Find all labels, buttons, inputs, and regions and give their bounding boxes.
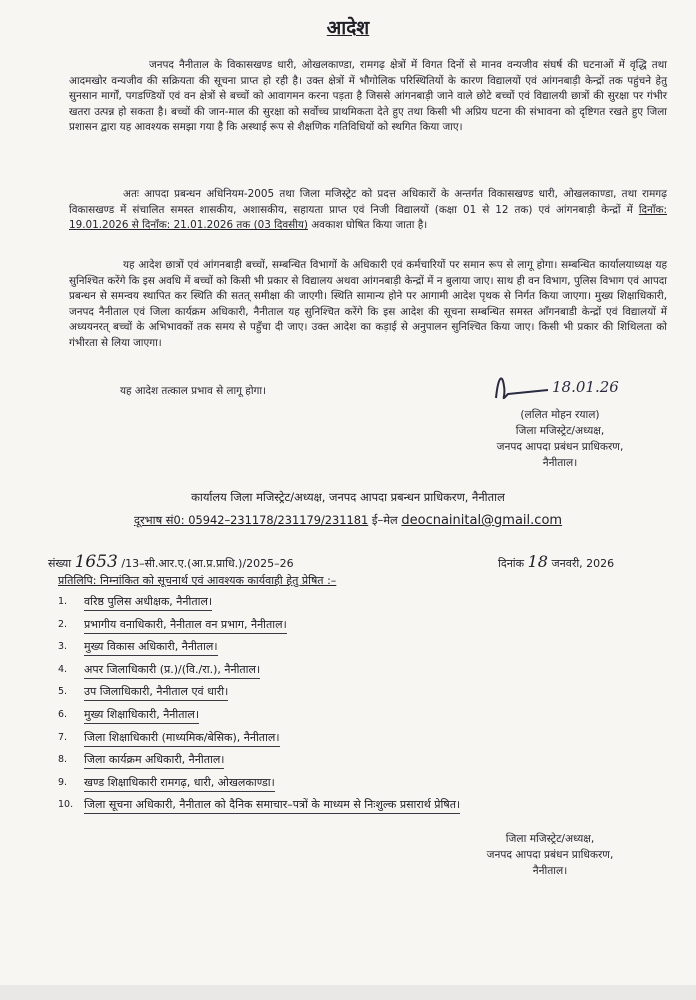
list-item: 8. जिला कार्यक्रम अधिकारी, नैनीताल। [58,752,460,775]
reference-label: संख्या [48,557,75,570]
paragraph-order [69,187,667,234]
list-item: 1. वरिष्ठ पुलिस अधीक्षक, नैनीताल। [58,594,460,617]
reference-date [498,552,614,571]
reference-number [48,552,294,572]
order-text-start: अतः आपदा प्रबन्धन अधिनियम-2005 तथा जिला मजिस्ट्रेट को प्रदत्त अधिकारों के अन्तर्गत विकासखण्ड धारी, ओखलकाण्डा, तथा रामगढ़ विकासखण्ड में संचालित समस्त शासकीय, अशासकीय, सहायता प्राप्त एवं निजी विद्यालयों (कक्षा 01 से 12 तक) एवं आंगनबाड़ी केन्द्रों में [69,188,667,216]
copy-signature-block [445,831,655,879]
office-contact [0,513,696,528]
signatory-authority: जनपद आपदा प्रबंधन प्राधिकरण, [496,441,624,453]
copy-recipient-list [58,594,460,820]
list-item: 7. जिला शिक्षाधिकारी (माध्यमिक/बेसिक), नैनीताल। [58,730,460,753]
list-item: 5. उप जिलाधिकारी, नैनीताल एवं धारी। [58,684,460,707]
date-month-year: जनवरी, 2026 [547,557,615,570]
list-item: 6. मुख्य शिक्षाधिकारी, नैनीताल। [58,707,460,730]
reference-code: /13–सी.आर.ए.(आ.प्र.प्राधि.)/2025–26 [117,557,294,570]
holiday-dates: दिनाँक: 19.01.2026 से दिनाँक: 21.01.2026 तक (03 दिवसीय) [69,203,667,232]
list-item: 4. अपर जिलाधिकारी (प्र.)/(वि./रा.), नैनीताल। [58,662,460,685]
email-label: ई–मेल [368,513,402,527]
copy-signatory-authority: जनपद आपदा प्रबंधन प्राधिकरण, [486,849,614,861]
paragraph-compliance: यह आदेश छात्रों एवं आंगनबाड़ी बच्चों, सम्बन्धित विभागों के अधिकारी एवं कर्मचारियों पर समान रूप से लागू होगा। सम्बन्धित कार्यालयाध्यक्ष यह सुनिश्चित करेंगे कि इस अवधि में बच्चों को किसी भी प्रकार से विद्यालय अथवा आंगनबाड़ी केन्द्रों में न बुलाया जाए। साथ ही वन विभाग, पुलिस विभाग एवं आपदा प्रबन्धन से समन्वय स्थापित कर स्थिति की सतत् समीक्षा की जाएगी। स्थिति सामान्य होने पर आगामी आदेश पृथक से निर्गत किया जाएगा। मुख्य शिक्षाधिकारी, जनपद नैनीताल एवं जिला कार्यक्रम अधिकारी, नैनीताल यह सुनिश्चित करेंगे कि इस आदेश की सूचना सम्बन्धित समस्त आँगनबाडी केन्द्रों एवं विद्यालयों में अध्ययनरत् बच्चों के अभिभावकों तक समय से पहुँचा दी जाए। उक्त आदेश का कड़ाई से अनुपालन सुनिश्चित किया जाए। किसी भी प्रकार की शिथिलता को गंभीरता से लिया जाएगा। [69,259,667,349]
list-item: 2. प्रभागीय वनाधिकारी, नैनीताल वन प्रभाग, नैनीताल। [58,617,460,640]
list-item: 3. मुख्य विकास अधिकारी, नैनीताल। [58,639,460,662]
date-label: दिनांक [498,557,528,570]
copy-to-heading: प्रतिलिपि: निम्नांकित को सूचनार्थ एवं आवश्यक कार्यवाही हेतु प्रेषित :– [58,574,337,587]
reference-handwritten-number: 1653 [74,552,118,572]
signatory-designation: जिला मजिस्ट्रेट/अध्यक्ष, [515,425,605,437]
signatory-name: (ललित मोहन रयाल) [520,409,600,421]
phone-numbers: दूरभाष सं0: 05942–231178/231179/231181 [133,513,369,527]
signature-date: 18.01.26 [552,378,619,396]
paragraph-background: जनपद नैनीताल के विकासखण्ड धारी, ओखलकाण्डा, रामगढ़ क्षेत्रों में विगत दिनों से मानव वन्यजीव संघर्ष की घटनाओं में वृद्धि तथा आदमखोर वन्यजीव की सक्रियता की सूचना प्राप्त हो रही है। उक्त क्षेत्रों में भौगोलिक परिस्थितियों के कारण विद्यालयों एवं आंगनबाड़ी केन्द्रों तक पहुंचने हेतु सुनसान मार्गों, पगडण्डियों एवं वन क्षेत्रों से बच्चों को आवागमन करना पड़ता है जिससे आंगनबाड़ी जाने वाले छोटे बच्चों एवं विद्यालयी छात्रों की सुरक्षा पर गंभीर खतरा उत्पन्न हो सकता है। बच्चों की जान-माल की सुरक्षा को सर्वोच्च प्राथमिकता देते हुए तथा किसी भी अप्रिय घटना की संभावना को दृष्टिगत रखते हुए जिला प्रशासन द्वारा यह आवश्यक समझा गया है कि अस्थाई रूप से शैक्षणिक गतिविधियों को स्थगित किया जाए। [69,59,667,134]
list-item: 10. जिला सूचना अधिकारी, नैनीताल को दैनिक समाचार–पत्रों के माध्यम से निःशुल्क प्रसारार्थ प्रेषित। [58,797,460,820]
order-title: आदेश [326,17,370,39]
date-handwritten-day: 18 [527,552,548,571]
email-link[interactable]: deocnainital@gmail.com [401,513,563,528]
signature-block [470,407,650,471]
order-text-end: अवकाश घोषित किया जाता है। [307,219,428,232]
list-item: 9. खण्ड शिक्षाधिकारी रामगढ़, धारी, ओखलकाण्डा। [58,775,460,798]
paragraph-effective: यह आदेश तत्काल प्रभाव से लागू होगा। [120,385,266,397]
page-bottom-strip [0,985,696,1000]
signatory-place: नैनीताल। [542,457,578,469]
office-address: कार्यालय जिला मजिस्ट्रेट/अध्यक्ष, जनपद आपदा प्रबन्धन प्राधिकरण, नैनीताल [191,490,505,504]
copy-signatory-designation: जिला मजिस्ट्रेट/अध्यक्ष, [505,833,595,845]
copy-signatory-place: नैनीताल। [532,865,568,877]
